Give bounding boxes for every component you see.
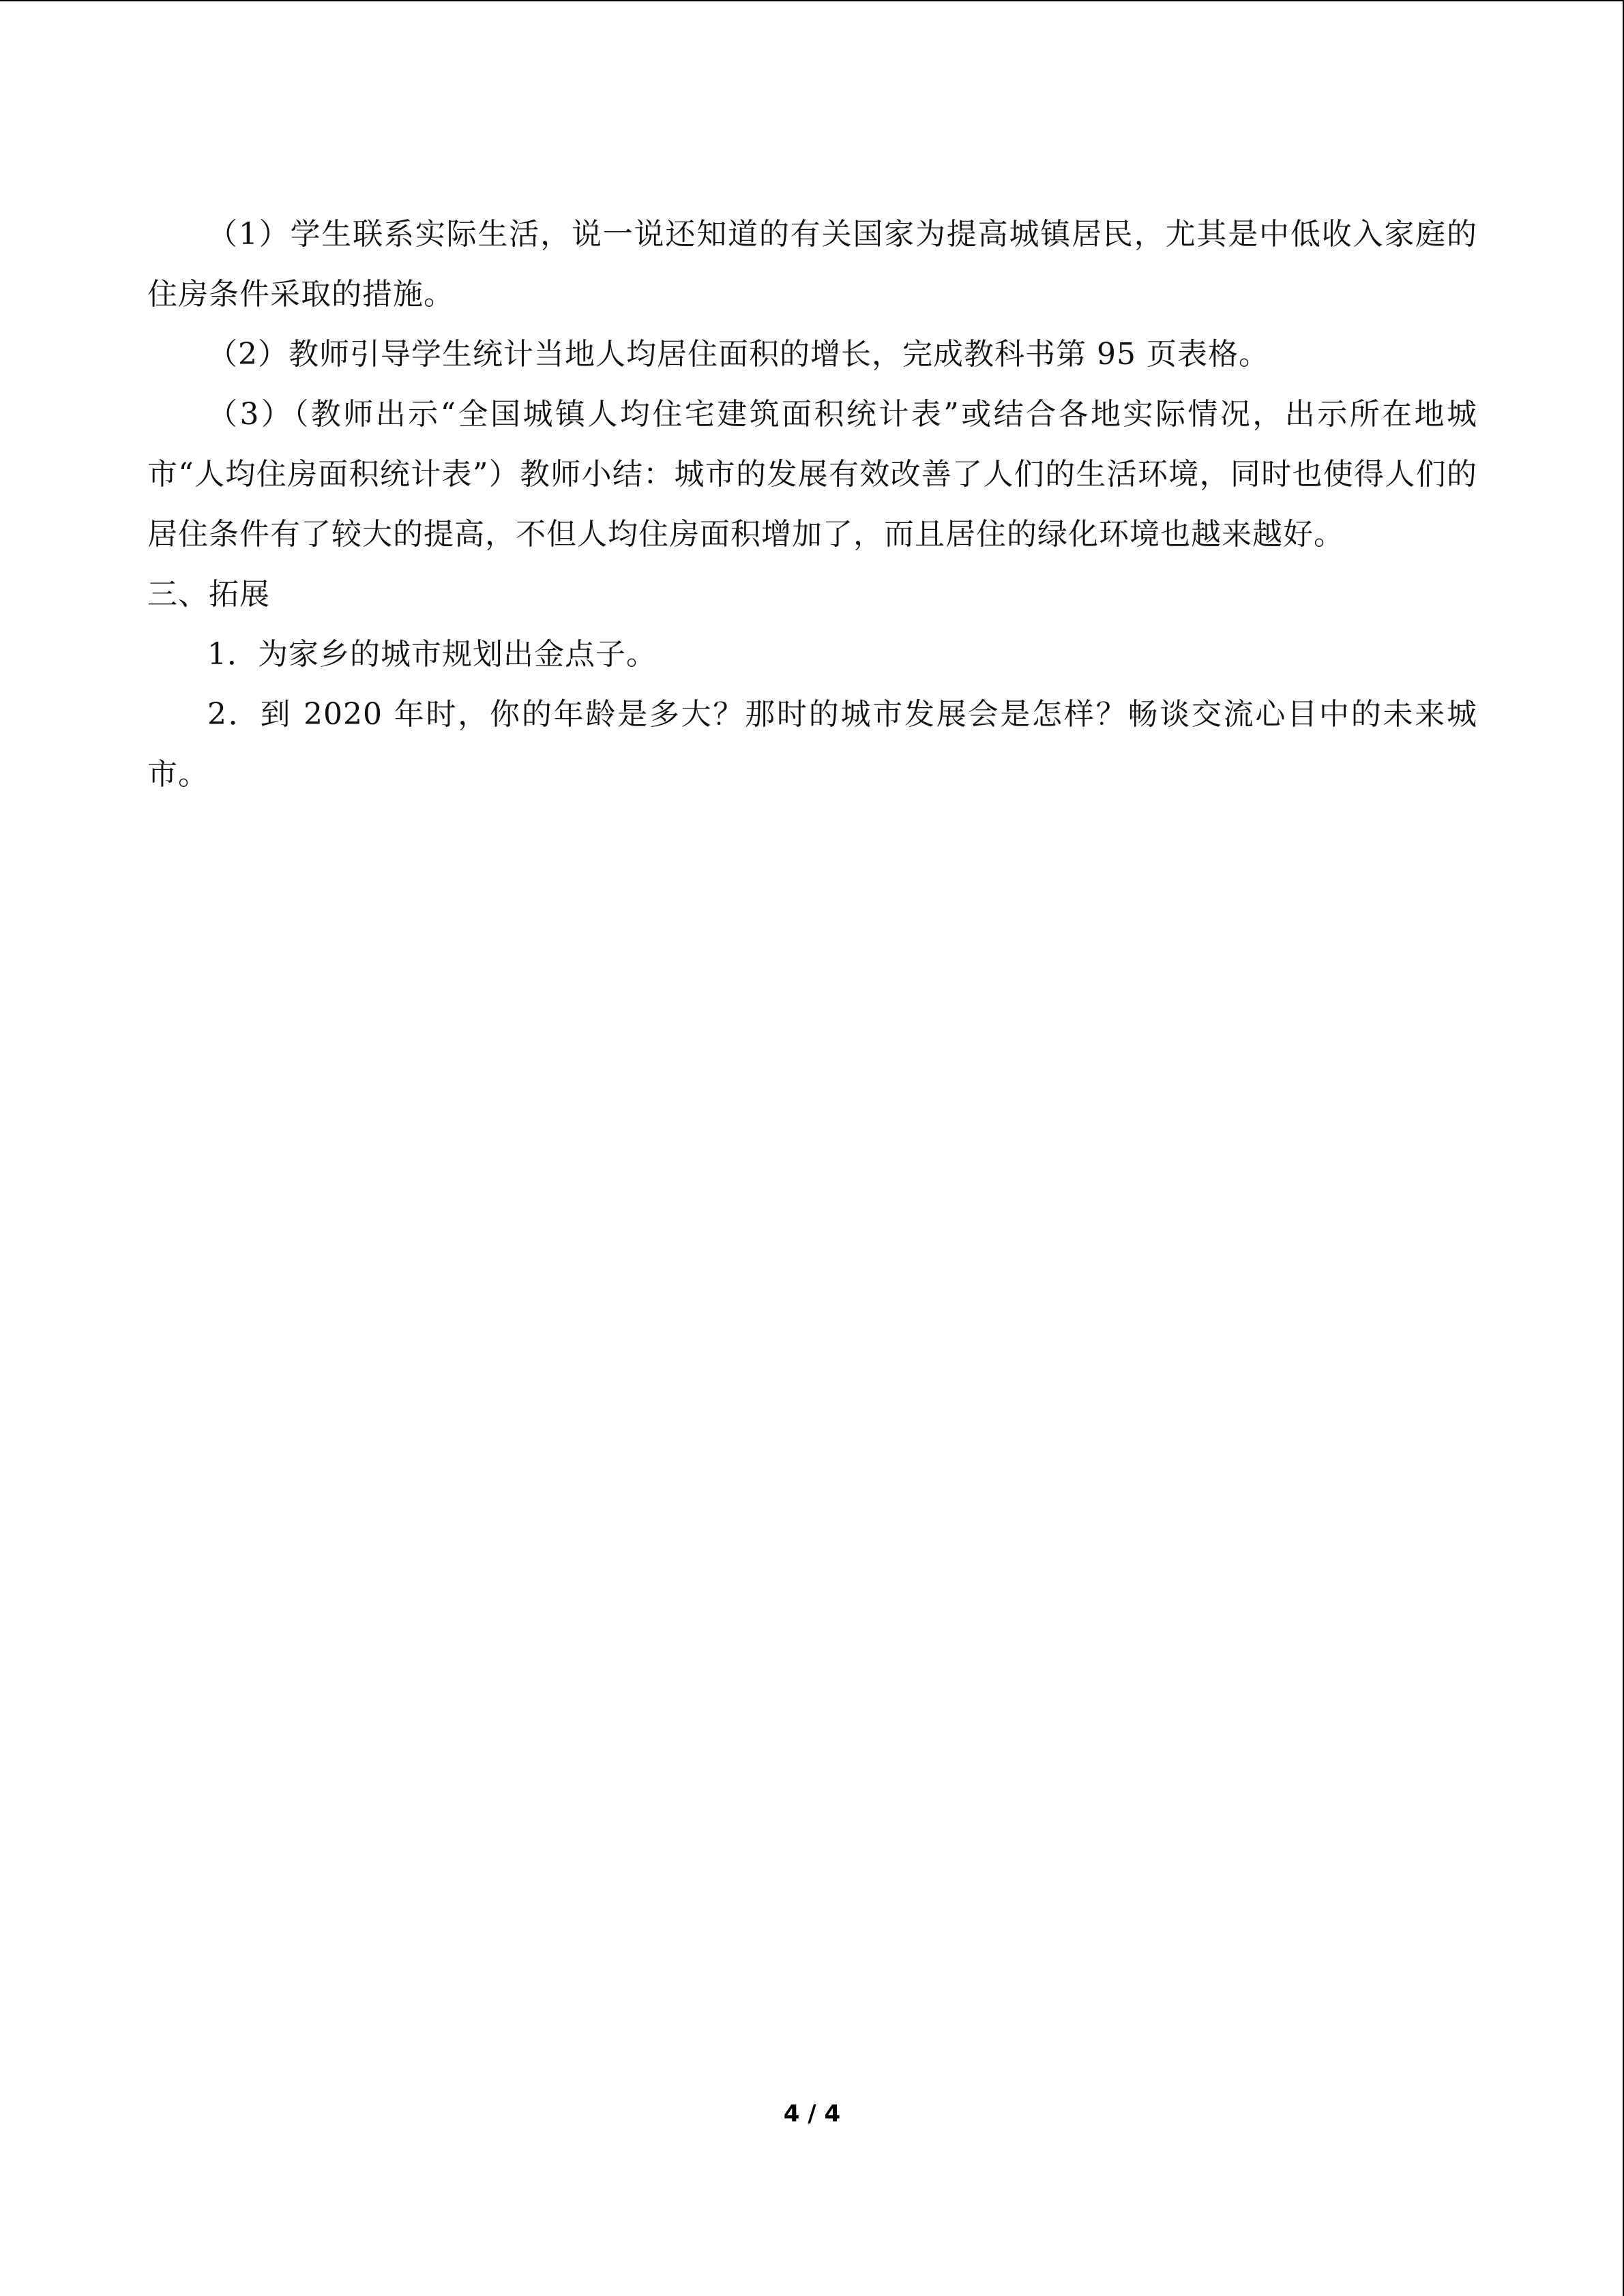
paragraph-2: （2）教师引导学生统计当地人均居住面积的增长，完成教科书第 95 页表格。 — [207, 337, 1269, 372]
paragraph-3: （3）（教师出示“全国城镇人均住宅建筑面积统计表”或结合各地实际情况，出示所在地城市“人均住房面积统计表”）教师小结：城市的发展有效改善了人们的生活环境，同时也使得人们的居住条件有了较大的提高，不但人均住房面积增加了，而且居住的绿化环境也越来越好。 — [147, 397, 1477, 552]
document-body — [147, 205, 1477, 805]
paragraph-1: （1）学生联系实际生活，说一说还知道的有关国家为提高城镇居民，尤其是中低收入家庭的住房条件采取的措施。 — [147, 217, 1477, 312]
section-heading: 三、拓展 — [147, 577, 270, 612]
extension-item-2: 2．到 2020 年时，你的年龄是多大？那时的城市发展会是怎样？畅谈交流心目中的未来城市。 — [147, 697, 1477, 792]
page-number: 4 / 4 — [783, 2100, 841, 2128]
extension-item-1: 1．为家乡的城市规划出金点子。 — [207, 637, 657, 672]
